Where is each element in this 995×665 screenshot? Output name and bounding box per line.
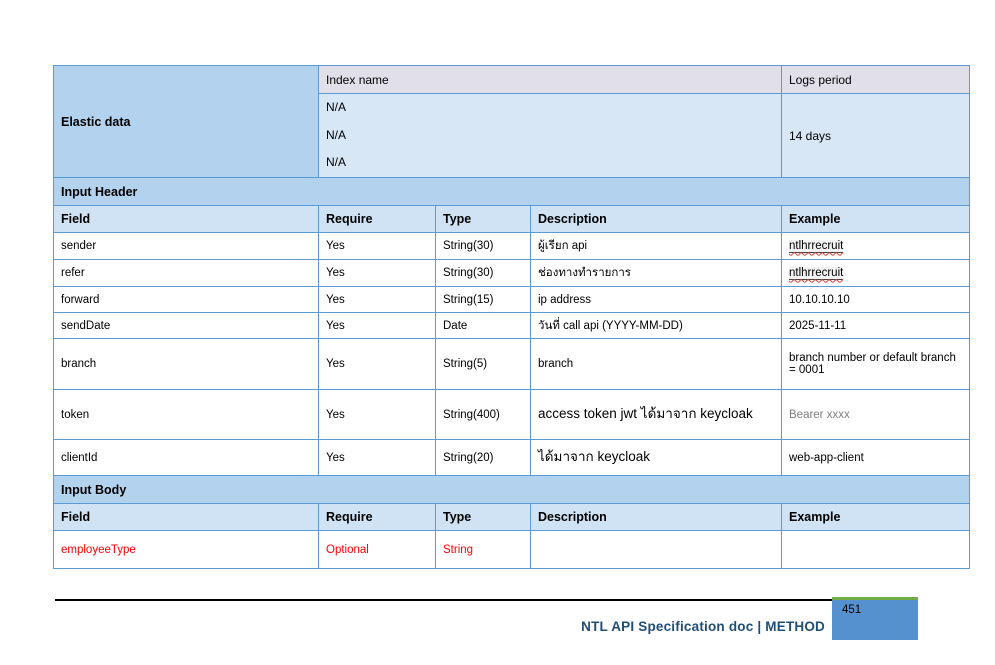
table-row-forward	[54, 287, 969, 313]
elastic-data-block	[54, 66, 969, 178]
column-header-field: Field	[54, 206, 319, 232]
section-title: Input Header	[61, 184, 138, 199]
example-cell	[782, 531, 969, 568]
table-row-sender	[54, 233, 969, 260]
column-header-example: Example	[789, 212, 841, 226]
example-cell	[782, 260, 969, 286]
table-row-clientid	[54, 440, 969, 476]
require-cell: Yes	[319, 440, 436, 475]
example-cell: 10.10.10.10	[789, 293, 850, 306]
column-header-description: Description	[531, 206, 782, 232]
spellchecked-text: ntlhrrecruit	[789, 266, 844, 279]
description-cell: ip address	[531, 287, 782, 312]
field-cell: sender	[54, 233, 319, 259]
column-header-require: Require	[319, 206, 436, 232]
description-cell: access token jwt ได้มาจาก keycloak	[531, 390, 782, 439]
type-cell: String(5)	[436, 339, 531, 389]
type-cell: Date	[436, 313, 531, 338]
elastic-data-right	[319, 66, 969, 177]
require-cell: Yes	[319, 287, 436, 312]
index-value: N/A	[326, 155, 347, 170]
table-row-token	[54, 390, 969, 440]
field-cell: sendDate	[54, 313, 319, 338]
description-cell: ผู้เรียก api	[531, 233, 782, 259]
description-cell: ช่องทางทำรายการ	[531, 260, 782, 286]
require-cell: Yes	[319, 233, 436, 259]
field-cell: forward	[54, 287, 319, 312]
column-header-type: Type	[436, 504, 531, 530]
require-cell: Yes	[319, 260, 436, 286]
require-cell: Yes	[319, 390, 436, 439]
page-number: 451	[842, 604, 862, 616]
index-name-values	[319, 94, 782, 177]
logs-period-header: Logs period	[789, 72, 852, 87]
footer-document-title: NTL API Specification doc | METHOD	[581, 619, 825, 634]
require-cell: Yes	[319, 313, 436, 338]
api-spec-table	[53, 65, 970, 569]
example-cell	[782, 233, 969, 259]
example-cell: branch number or default branch = 0001	[789, 352, 956, 376]
index-value: N/A	[326, 100, 347, 114]
description-cell	[531, 531, 782, 568]
elastic-data-label: Elastic data	[54, 66, 319, 177]
table-row-senddate	[54, 313, 969, 339]
type-cell: String(15)	[436, 287, 531, 312]
input-header-columns	[54, 206, 969, 233]
section-title: Input Body	[61, 482, 127, 497]
type-cell: String(400)	[436, 390, 531, 439]
table-row-refer	[54, 260, 969, 287]
description-cell: วันที่ call api (YYYY-MM-DD)	[531, 313, 782, 338]
logs-period-value: 14 days	[789, 128, 832, 143]
type-cell: String(30)	[436, 233, 531, 259]
example-cell: web-app-client	[789, 451, 864, 464]
elastic-body-row	[319, 94, 969, 177]
field-cell: branch	[54, 339, 319, 389]
field-cell: refer	[54, 260, 319, 286]
spellchecked-text: ntlhrrecruit	[789, 239, 844, 252]
description-cell: ได้มาจาก keycloak	[531, 440, 782, 475]
input-header-section-bar	[54, 178, 969, 206]
index-value: N/A	[326, 127, 347, 142]
require-cell: Optional	[319, 531, 436, 568]
type-cell: String(30)	[436, 260, 531, 286]
page-number-box	[832, 597, 918, 640]
footer-divider-line	[55, 599, 832, 601]
input-body-columns	[54, 504, 969, 531]
field-cell: token	[54, 390, 319, 439]
column-header-description: Description	[531, 504, 782, 530]
example-cell: Bearer xxxx	[789, 408, 850, 421]
input-body-section-bar	[54, 476, 969, 504]
type-cell: String	[436, 531, 531, 568]
column-header-require: Require	[319, 504, 436, 530]
field-cell: clientId	[54, 440, 319, 475]
example-cell: 2025-11-11	[789, 319, 847, 332]
index-name-header: Index name	[319, 66, 782, 93]
require-cell: Yes	[319, 339, 436, 389]
table-row-employeetype	[54, 531, 969, 568]
table-row-branch	[54, 339, 969, 390]
field-cell: employeeType	[54, 531, 319, 568]
description-cell: branch	[531, 339, 782, 389]
column-header-type: Type	[436, 206, 531, 232]
column-header-field: Field	[54, 504, 319, 530]
type-cell: String(20)	[436, 440, 531, 475]
column-header-example: Example	[789, 510, 841, 524]
elastic-header-row	[319, 66, 969, 94]
